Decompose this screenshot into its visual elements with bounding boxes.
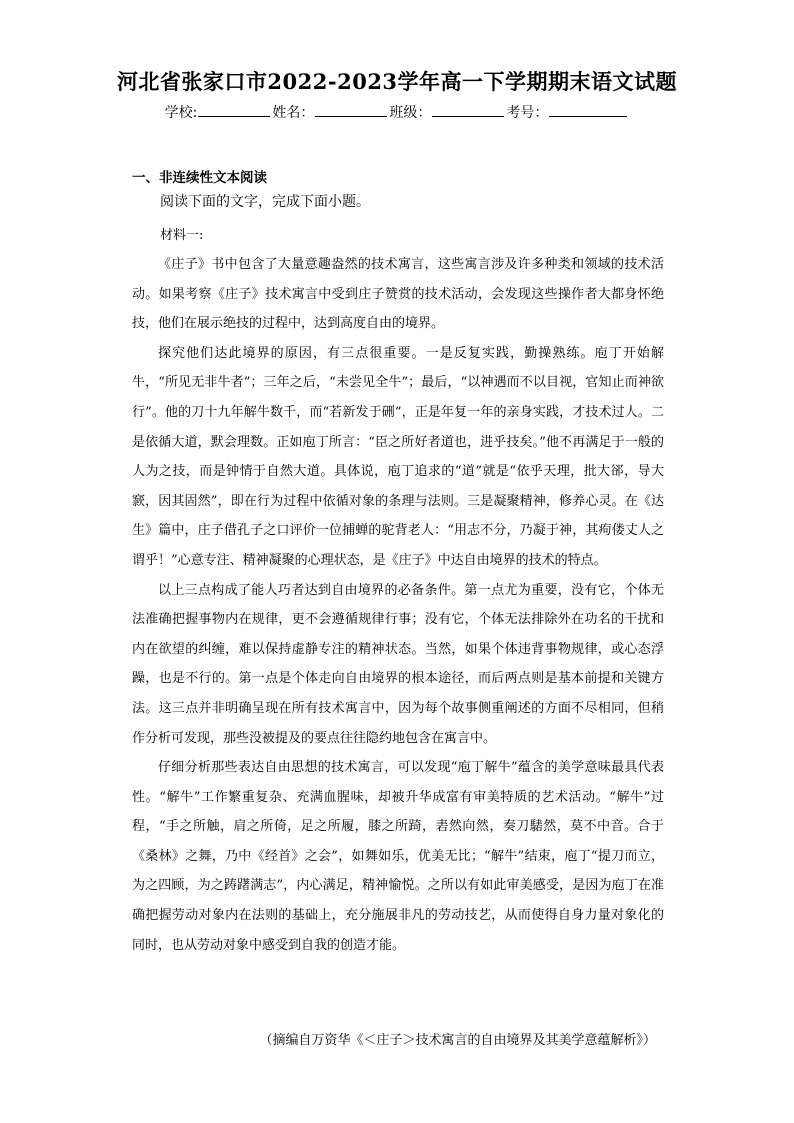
material-label: 材料一: [160, 228, 204, 243]
name-blank [315, 102, 387, 117]
passage-body [132, 250, 664, 960]
passage-paragraph: 探究他们达此境界的原因，有三点很重要。一是反复实践，勤操熟练。庖丁开始解牛，“所见无非牛者”；三年之后，“未尝见全牛”；最后，“以神遇而不以目视，官知止而神欲行”。他的刀十九年解牛数千，而“若新发于硎”，正是年复一年的亲身实践，才技术过人。二是依循大道，默会理数。正如庖丁所言：“臣之所好者道也，进乎技矣。”他不再满足于一般的人为之技，而是钟情于自然大道。具体说，庖丁追求的“道”就是“依乎天理，批大郤，导大窾，因其固然”，即在行为过程中依循对象的条理与法则。三是凝聚精神，修养心灵。在《达生》篇中，庄子借孔子之口评价一位捕蝉的驼背老人：“用志不分，乃凝于神，其痀偻丈人之谓乎！”心意专注、精神凝聚的心理状态，是《庄子》中达自由境界的技术的特点。 [132, 345, 664, 568]
exam-no-label: 考号： [506, 105, 549, 121]
passage-paragraph: 以上三点构成了能人巧者达到自由境界的必备条件。第一点尤为重要，没有它，个体无法准确把握事物内在规律，更不会遵循规律行事；没有它，个体无法排除外在功名的干扰和内在欲望的纠缠，难以保持虚静专注的精神状态。当然，如果个体违背事物规律，或心态浮躁，也是不行的。第一点是个体走向自由境界的根本途径，而后两点则是基本前提和关键方法。这三点并非明确呈现在所有技术寓言中，因为每个故事侧重阐述的方面不尽相同，但稍作分析可发现，那些没被提及的要点往往隐约地包含在寓言中。 [132, 582, 664, 746]
class-blank [432, 102, 504, 117]
exam-no-blank [549, 102, 627, 117]
school-blank [198, 102, 270, 117]
section-heading: 一、非连续性文本阅读 [132, 170, 267, 186]
name-label: 姓名： [272, 105, 315, 121]
reading-instruction: 阅读下面的文字，完成下面小题。 [160, 194, 370, 210]
source-citation: （摘编自万资华《＜庄子＞技术寓言的自由境界及其美学意蕴解析》） [259, 1033, 656, 1048]
school-label: 学校: [164, 105, 198, 121]
passage-paragraph: 《庄子》书中包含了大量意趣盎然的技术寓言，这些寓言涉及许多种类和领域的技术活动。如果考察《庄子》技术寓言中受到庄子赞赏的技术活动，会发现这些操作者大都身怀绝技，他们在展示绝技的过程中，达到高度自由的境界。 [132, 257, 664, 332]
page-title: 河北省张家口市2022-2023学年高一下学期期末语文试题 [116, 69, 678, 94]
student-info-line [0, 102, 794, 122]
passage-paragraph: 仔细分析那些表达自由思想的技术寓言，可以发现“庖丁解牛”蕴含的美学意味最具代表性。“解牛”工作繁重复杂、充满血腥味，却被升华成富有审美特质的艺术活动。“解牛”过程，“手之所触，肩之所倚，足之所履，膝之所踦，砉然向然，奏刀騞然，莫不中音。合于《桑林》之舞，乃中《经首》之会”，如舞如乐，优美无比；“解牛”结束，庖丁“提刀而立，为之四顾，为之踌躇满志”，内心满足，精神愉悦。之所以有如此审美感受，是因为庖丁在准确把握劳动对象内在法则的基础上，充分施展非凡的劳动技艺，从而使得自身力量对象化的同时，也从劳动对象中感受到自我的创造才能。 [132, 760, 664, 953]
class-label: 班级： [389, 105, 432, 121]
